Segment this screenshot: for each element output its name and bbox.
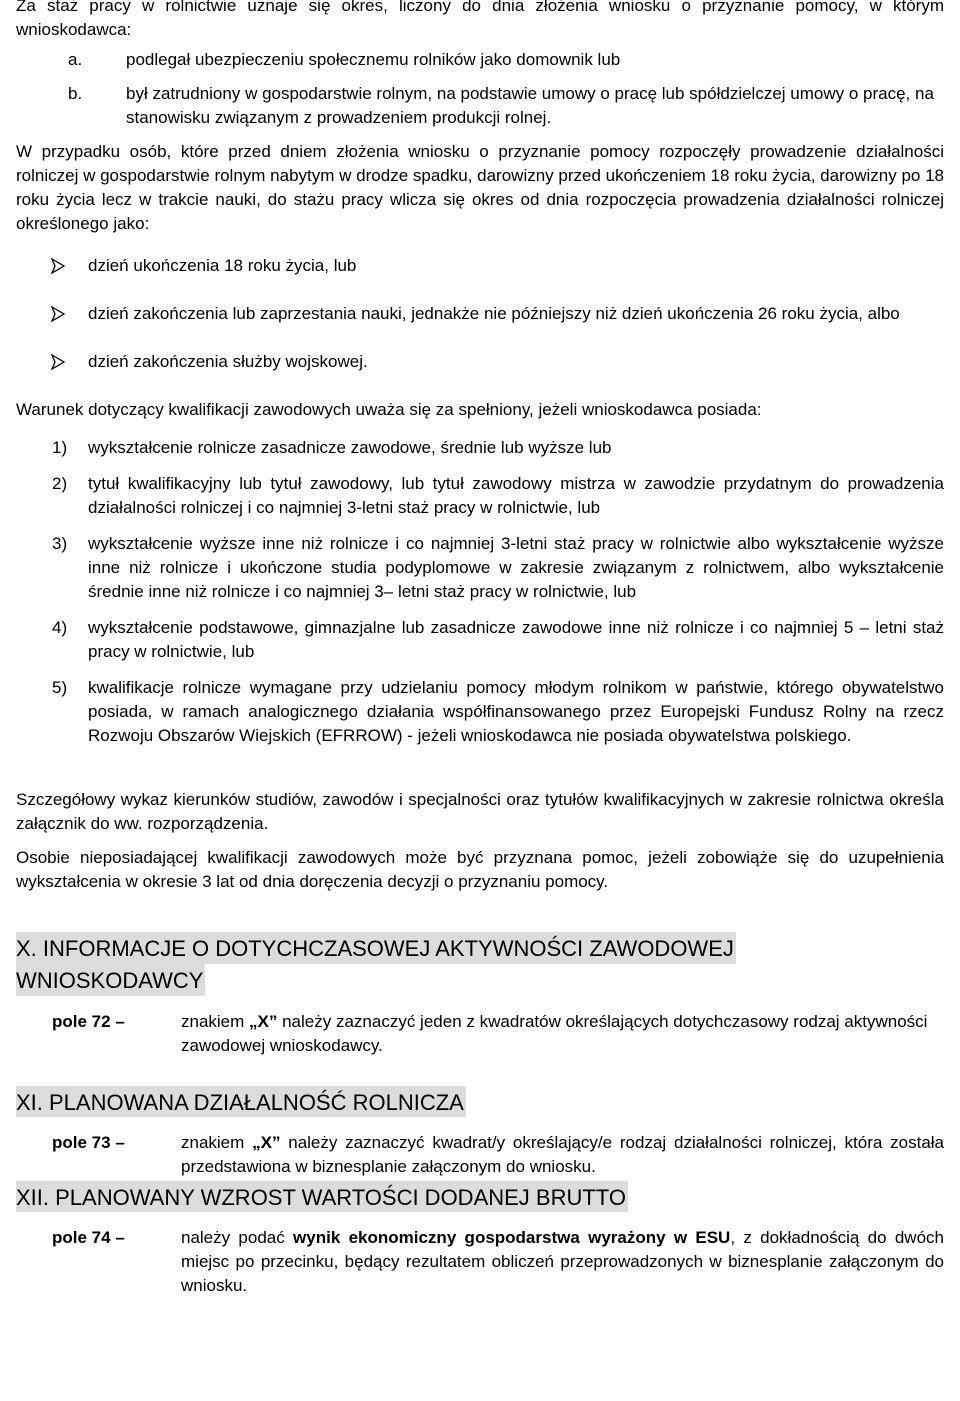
arrow-bullet-list <box>16 254 944 374</box>
list-item-text: dzień zakończenia służby wojskowej. <box>88 352 368 371</box>
field-label: pole 74 <box>52 1228 111 1247</box>
list-marker: 2) <box>52 474 68 493</box>
list-marker: a. <box>68 50 83 69</box>
section-xi <box>16 1086 944 1179</box>
field-74-description <box>52 1226 944 1298</box>
list-item <box>16 616 944 664</box>
list-item-text: dzień zakończenia lub zaprzestania nauki, jednakże nie późniejszy niż dzień ukończenia 26 roku życia, albo <box>88 304 900 323</box>
arrow-bullet-icon <box>50 306 66 322</box>
x-mark: „X” <box>249 1012 278 1031</box>
intro-paragraph: Za staż pracy w rolnictwie uznaje się okres, liczony do dnia złożenia wniosku o przyznanie pomocy, w którym wnioskodawca: <box>16 0 944 39</box>
arrow-bullet-icon <box>50 258 66 274</box>
document-page <box>16 0 944 1298</box>
field-label: pole 73 <box>52 1133 111 1152</box>
list-item <box>16 254 944 278</box>
list-marker: b. <box>68 84 83 103</box>
list-item-text: wykształcenie podstawowe, gimnazjalne lub zasadnicze zawodowe inne niż rolnicze i co najmniej 5 – letni staż pracy w rolnictwie, lub <box>88 618 944 661</box>
list-item <box>16 532 944 604</box>
list-item <box>16 676 944 748</box>
list-item-text: był zatrudniony w gospodarstwie rolnym, na podstawie umowy o pracę lub spółdzielczej umowy o pracę, na stanowisku związanym z prowadzeniem produkcji rolnej. <box>126 84 934 127</box>
list-item <box>16 302 944 326</box>
list-item-text: kwalifikacje rolnicze wymagane przy udzielaniu pomocy młodym rolnikom w państwie, którego obywatelstwo posiada, w ramach analogicznego działania współfinansowanego przez Europejski Fundusz Rolny na rzecz Rozwoju Obszarów Wiejskich (EFRROW) - jeżeli wnioskodawca nie posiada obywatelstwa polskiego. <box>88 678 944 745</box>
list-item-text: tytuł kwalifikacyjny lub tytuł zawodowy, lub tytuł zawodowy mistrza w zawodzie przydatnym do prowadzenia działalności rolniczej i co najmniej 3-letni staż pracy w rolnictwie, lub <box>88 474 944 517</box>
detail-paragraph: Szczegółowy wykaz kierunków studiów, zawodów i specjalności oraz tytułów kwalifikacyjnych w zakresie rolnictwa określa załącznik do ww. rozporządzenia. <box>16 790 944 833</box>
field-72-description <box>52 1010 944 1058</box>
list-item-text: wykształcenie wyższe inne niż rolnicze i co najmniej 3-letni staż pracy w rolnictwie albo wykształcenie wyższe inne niż rolnicze i ukończone studia podyplomowe w zakresie związanym z rolnictwem, albo wykształcenie średnie inne niż rolnicze i co najmniej 3– letni staż pracy w rolnictwie, lub <box>88 534 944 601</box>
section-xii <box>16 1181 944 1298</box>
list-item <box>16 350 944 374</box>
arrow-bullet-icon <box>50 354 66 370</box>
esu-phrase: wynik ekonomiczny gospodarstwa wyrażony w ESU <box>293 1228 731 1247</box>
section-xi-heading: XI. PLANOWANA DZIAŁALNOŚĆ ROLNICZA <box>16 1086 466 1117</box>
section-x-heading-line2: WNIOSKODAWCY <box>16 964 205 996</box>
field-text: należy zaznaczyć kwadrat/y określający/e rodzaj działalności rolniczej, która została przedstawiona w biznesplanie załączonym do wniosku. <box>181 1133 945 1176</box>
condition-paragraph: Warunek dotyczący kwalifikacji zawodowych uważa się za spełniony, jeżeli wnioskodawca posiada: <box>16 400 762 419</box>
numbered-list <box>16 436 944 748</box>
list-item-text: wykształcenie rolnicze zasadnicze zawodowe, średnie lub wyższe lub <box>88 438 612 457</box>
list-marker: 1) <box>52 438 68 457</box>
inheritance-paragraph: W przypadku osób, które przed dniem złożenia wniosku o przyznanie pomocy rozpoczęły prowadzenie działalności rolniczej w gospodarstwie rolnym nabytym w drodze spadku, darowizny przed ukończeniem 18 roku życia, darowizny po 18 roku życia lecz w trakcie nauki, do stażu pracy wlicza się okres od dnia rozpoczęcia prowadzenia działalności rolniczej określonego jako: <box>16 142 944 233</box>
field-text: , z dokładnością do dwóch miejsc po przecinku, będący rezultatem obliczeń przeprowadzonych w biznesplanie załączonym do wniosku. <box>181 1228 944 1295</box>
x-mark: „X” <box>252 1133 281 1152</box>
field-text: znakiem <box>181 1133 253 1152</box>
list-item <box>16 82 944 130</box>
list-marker: 5) <box>52 678 68 697</box>
field-73-description <box>52 1131 944 1179</box>
list-marker: 4) <box>52 618 68 637</box>
list-item <box>16 48 944 72</box>
field-text: należy zaznaczyć jeden z kwadratów określających dotychczasowy rodzaj aktywności zawodowej wnioskodawcy. <box>181 1012 928 1055</box>
section-x <box>16 932 944 1058</box>
list-marker: 3) <box>52 534 68 553</box>
field-label: pole 72 <box>52 1012 111 1031</box>
list-item-text: podlegał ubezpieczeniu społecznemu rolników jako domownik lub <box>126 50 621 69</box>
list-item <box>16 472 944 520</box>
field-dash: – <box>115 1012 125 1031</box>
no-qualification-paragraph: Osobie nieposiadającej kwalifikacji zawodowych może być przyznana pomoc, jeżeli zobowiąże się do uzupełnienia wykształcenia w okresie 3 lat od dnia doręczenia decyzji o przyznaniu pomocy. <box>16 848 944 891</box>
section-xii-heading: XII. PLANOWANY WZROST WARTOŚCI DODANEJ BRUTTO <box>16 1181 628 1212</box>
field-dash: – <box>115 1133 125 1152</box>
alpha-list <box>16 48 944 130</box>
list-item <box>16 436 944 460</box>
section-x-heading-line1: X. INFORMACJE O DOTYCHCZASOWEJ AKTYWNOŚCI ZAWODOWEJ <box>16 932 736 964</box>
field-dash: – <box>115 1228 125 1247</box>
list-item-text: dzień ukończenia 18 roku życia, lub <box>88 256 357 275</box>
field-text: znakiem <box>181 1012 250 1031</box>
field-text: należy podać <box>181 1228 294 1247</box>
